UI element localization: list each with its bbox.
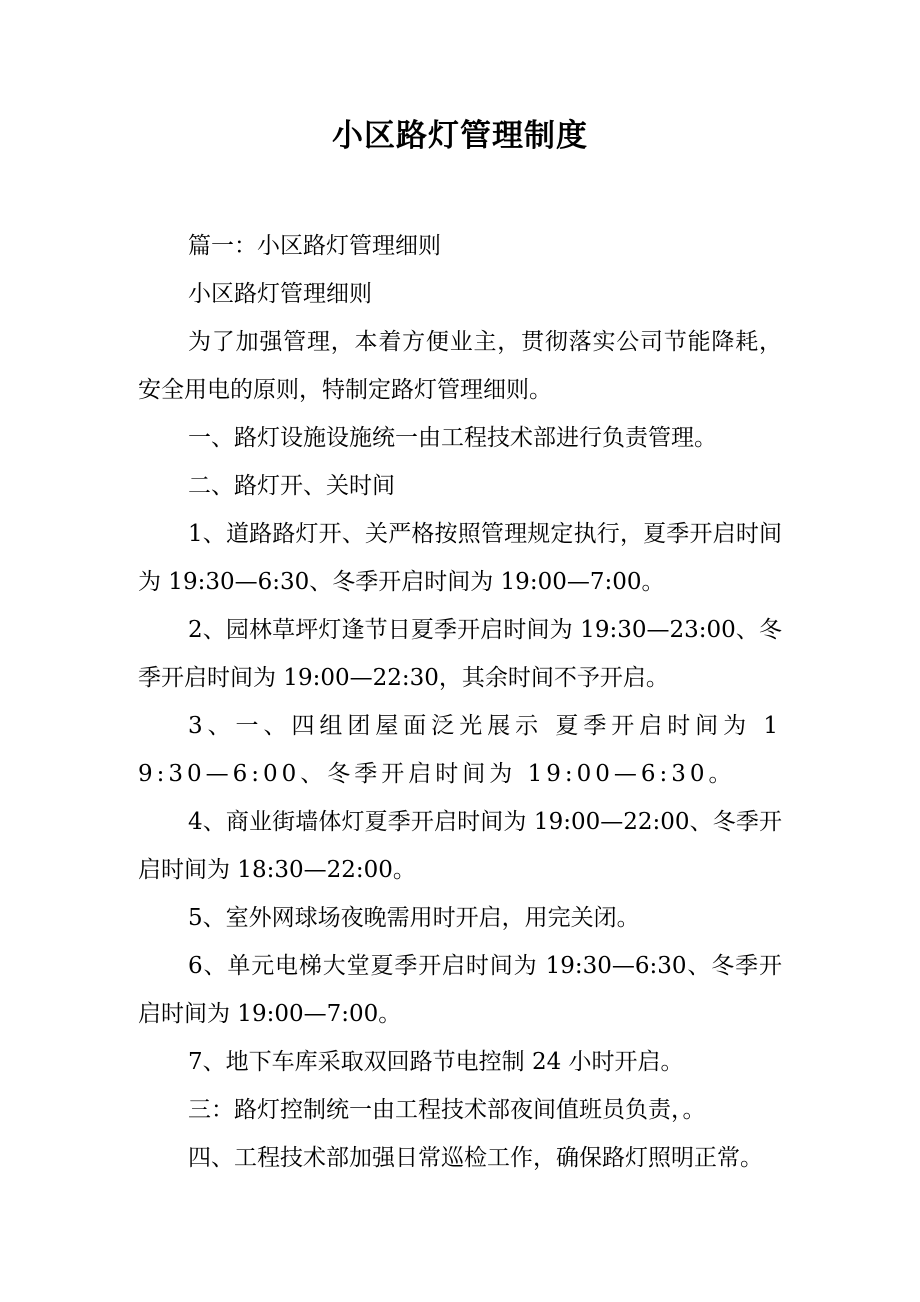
- document-body: [138, 222, 782, 1182]
- rule-item-2: 2、园林草坪灯逢节日夏季开启时间为 19:30—23:00、冬季开启时间为 19:00—22:30，其余时间不予开启。: [138, 617, 782, 691]
- section-heading: 篇一：小区路灯管理细则: [188, 233, 441, 259]
- clause-1: 一、路灯设施设施统一由工程技术部进行负责管理。: [188, 425, 717, 451]
- rule-item-1: 1、道路路灯开、关严格按照管理规定执行，夏季开启时间为 19:30—6:30、冬季开启时间为 19:00—7:00。: [138, 521, 782, 595]
- clause-3: 三：路灯控制统一由工程技术部夜间值班员负责，。: [188, 1097, 706, 1123]
- rule-item-6: 6、单元电梯大堂夏季开启时间为 19:30—6:30、冬季开启时间为 19:00—7:00。: [138, 953, 782, 1027]
- document-title: 小区路灯管理制度: [332, 118, 588, 154]
- rule-item-4: 4、商业街墙体灯夏季开启时间为 19:00—22:00、冬季开启时间为 18:30—22:00。: [138, 809, 782, 883]
- subtitle: 小区路灯管理细则: [188, 281, 372, 307]
- rule-item-5: 5、室外网球场夜晚需用时开启，用完关闭。: [188, 905, 640, 931]
- clause-4: 四、工程技术部加强日常巡检工作，确保路灯照明正常。: [188, 1145, 763, 1171]
- rule-item-3: 3、一、四组团屋面泛光展示 夏季开启时间为 19:30—6:00、冬季开启时间为 19:00—6:30。: [138, 713, 782, 787]
- clause-2-heading: 二、路灯开、关时间: [188, 473, 395, 499]
- rule-item-7: 7、地下车库采取双回路节电控制 24 小时开启。: [188, 1049, 684, 1075]
- intro-paragraph: 为了加强管理，本着方便业主，贯彻落实公司节能降耗，安全用电的原则，特制定路灯管理细则。: [138, 329, 782, 403]
